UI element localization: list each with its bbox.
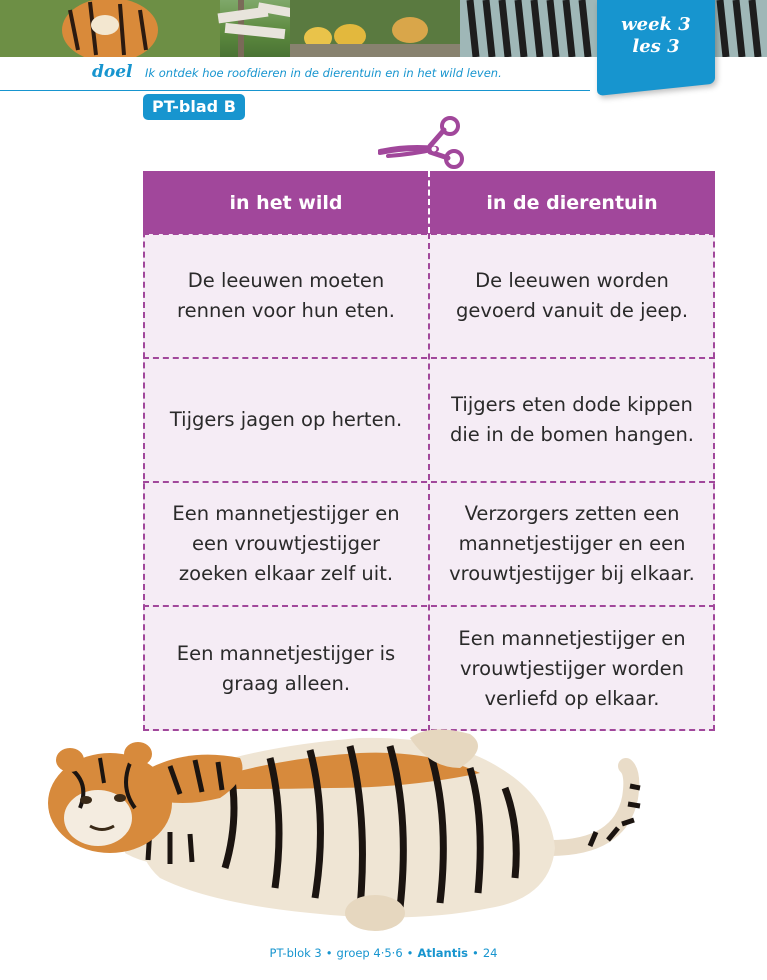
cut-line [143, 171, 145, 731]
column-header-wild: in het wild [143, 171, 429, 234]
page-number: 24 [482, 946, 498, 960]
card-zoo-1: De leeuwen worden gevoerd vanuit de jeep. [429, 234, 715, 358]
tiger-illustration [30, 728, 670, 943]
sheet-label: PT-blad B [143, 94, 245, 120]
card-zoo-4: Een mannetjestijger en vrouwtjestijger worden verliefd op elkaar. [429, 606, 715, 731]
card-wild-3: Een mannetjestijger en een vrouwtjestijger zoeken elkaar zelf uit. [143, 482, 429, 606]
cut-out-table [143, 171, 715, 731]
cut-line [428, 171, 430, 233]
lesson-label: les 3 [632, 36, 680, 57]
footer-series: Atlantis [417, 946, 469, 960]
week-label: week 3 [621, 14, 691, 35]
card-zoo-3: Verzorgers zetten een mannetjestijger en een vrouwtjestijger bij elkaar. [429, 482, 715, 606]
card-zoo-2: Tijgers eten dode kippen die in de bomen hangen. [429, 358, 715, 482]
card-wild-2: Tijgers jagen op herten. [143, 358, 429, 482]
card-wild-1: De leeuwen moeten rennen voor hun eten. [143, 234, 429, 358]
goal-label: doel [92, 62, 133, 82]
goal-text: Ik ontdek hoe roofdieren in de dierentuin en in het wild leven. [145, 66, 502, 80]
goal-row [0, 58, 590, 91]
page-footer: PT-blok 3 • groep 4·5·6 • Atlantis • 24 [269, 946, 498, 960]
footer-block: PT-blok 3 [269, 946, 322, 960]
week-lesson-text [600, 14, 712, 58]
column-header-zoo: in de dierentuin [429, 171, 715, 234]
card-wild-4: Een mannetjestijger is graag alleen. [143, 606, 429, 731]
cut-line [428, 233, 430, 731]
cut-line [713, 171, 715, 731]
scissors-icon [378, 116, 468, 170]
footer-group: groep 4·5·6 [336, 946, 403, 960]
